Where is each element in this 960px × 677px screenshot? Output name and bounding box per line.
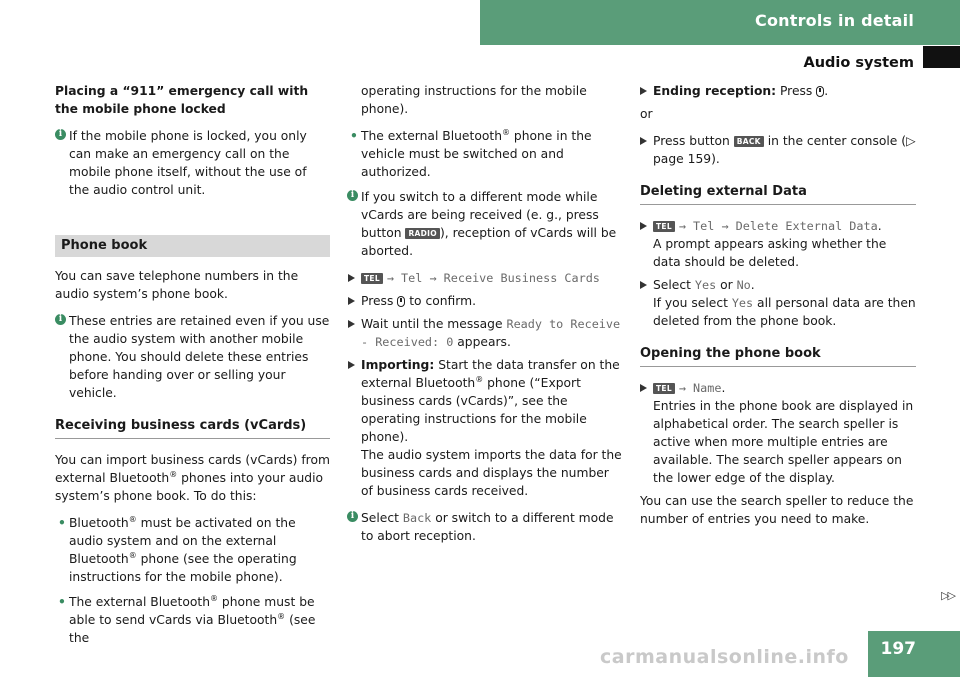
- section-phone-book: Phone book: [55, 235, 330, 257]
- continue-arrows: ▷▷: [941, 589, 954, 602]
- step-delete: TEL → Tel → Delete External Data. A prompt appears asking whether the data should be deleted.: [640, 217, 916, 271]
- info-icon: i: [347, 511, 358, 522]
- or-text: or: [640, 107, 653, 121]
- arrow-icon: [348, 297, 355, 305]
- note-back: i Select Back or switch to a different mode to abort reception.: [347, 509, 624, 545]
- para-speller: You can use the search speller to reduce the number of entries you need to make.: [640, 494, 914, 526]
- page-number: 197: [880, 639, 916, 659]
- info-icon: i: [55, 314, 66, 325]
- step-receive-cards: TEL → Tel → Receive Business Cards: [348, 269, 624, 287]
- bullet-bluetooth-activated: • Bluetooth® must be activated on the audio system and on the external Bluetooth® phone (see the operating instructions for the mobile phone).: [58, 514, 297, 584]
- info-icon: i: [347, 190, 358, 201]
- bullet-send-vcards: • The external Bluetooth® phone must be able to send vCards via Bluetooth® (see the: [58, 593, 316, 645]
- note-retained: i These entries are retained even if you use the audio system with another mobile phone. You should delete these entries before handing over or selling your vehicle.: [55, 312, 330, 402]
- subhead-delete: Deleting external Data: [640, 183, 916, 205]
- rotary-knob-icon: [816, 86, 824, 97]
- arrow-icon: [640, 281, 647, 289]
- column-left: [55, 82, 330, 654]
- step-select-yes-no: Select Yes or No. If you select Yes all personal data are then deleted from the phone book.: [640, 276, 916, 330]
- page-subtitle: Audio system: [803, 55, 914, 71]
- watermark: carmanualsonline.info: [600, 646, 849, 668]
- step-wait: Wait until the message Ready to Receive - Received: 0 appears.: [348, 315, 624, 351]
- subhead-open: Opening the phone book: [640, 345, 916, 367]
- column-middle: [350, 82, 624, 554]
- rotary-knob-icon: [397, 296, 405, 307]
- step-press-back: Press button BACK in the center console (▷ page 159).: [640, 132, 916, 168]
- arrow-icon: [348, 274, 355, 282]
- column-right: [640, 82, 916, 537]
- arrow-icon: [640, 137, 647, 145]
- header-marker: [923, 46, 960, 68]
- subhead-vcards: Receiving business cards (vCards): [55, 417, 330, 439]
- para-vcards: You can import business cards (vCards) from external Bluetooth® phones into your audio system’s phone book. To do this:: [55, 453, 330, 503]
- heading-911: Placing a “911” emergency call with the mobile phone locked: [55, 84, 309, 116]
- note-switch-mode: i If you switch to a different mode while vCards are being received (e. g., press button RADIO ), reception of vCards will be aborted.: [347, 188, 624, 260]
- tel-key-icon: TEL: [653, 383, 675, 394]
- back-key-icon: BACK: [734, 136, 764, 147]
- arrow-icon: [640, 87, 647, 95]
- step-end-reception: Ending reception: Press .: [640, 82, 916, 100]
- para-phonebook: You can save telephone numbers in the audio system’s phone book.: [55, 269, 299, 301]
- arrow-icon: [640, 222, 647, 230]
- arrow-icon: [640, 384, 647, 392]
- arrow-icon: [348, 320, 355, 328]
- arrow-icon: [348, 361, 355, 369]
- tel-key-icon: TEL: [361, 273, 383, 284]
- bullet-switched-on: • The external Bluetooth® phone in the vehicle must be switched on and authorized.: [350, 127, 592, 179]
- step-importing: Importing: Start the data transfer on the external Bluetooth® phone (“Export business cards (vCards)”, see the operating instructions for the mobile phone). The audio system imports the data for the business cards and displays the number of business cards received.: [348, 356, 624, 500]
- continued-text: operating instructions for the mobile phone).: [361, 84, 587, 116]
- radio-key-icon: RADIO: [405, 228, 439, 239]
- note-911: i If the mobile phone is locked, you only can make an emergency call on the mobile phone itself, without the use of the audio control unit.: [55, 127, 330, 199]
- info-icon: i: [55, 129, 66, 140]
- step-open-name: TEL → Name. Entries in the phone book are displayed in alphabetical order. The search speller is active when more multiple entries are available. The search speller appears on the lower edge of the display.: [640, 379, 916, 487]
- step-confirm: Press to confirm.: [348, 292, 624, 310]
- tel-key-icon: TEL: [653, 221, 675, 232]
- section-title: Controls in detail: [755, 11, 914, 30]
